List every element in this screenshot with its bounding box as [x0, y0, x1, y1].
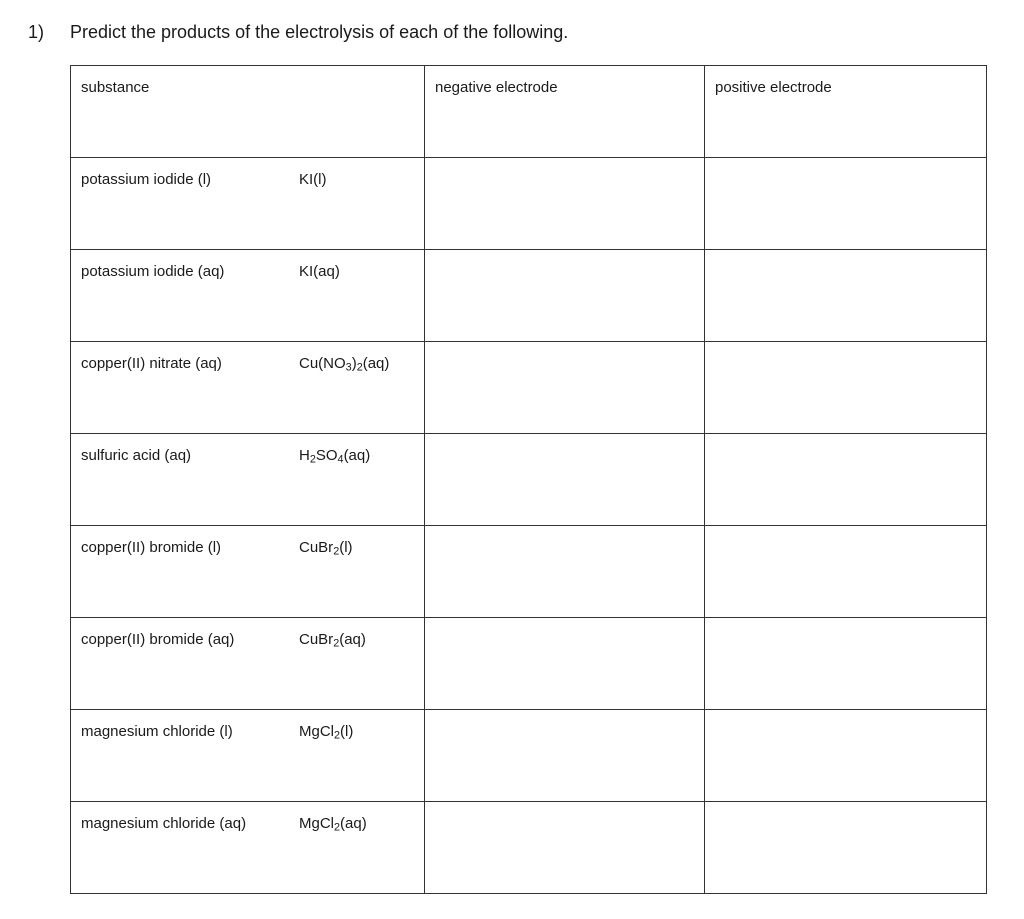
substance-name: copper(II) bromide (aq) [81, 631, 235, 648]
negative-electrode-answer-cell[interactable] [425, 710, 705, 802]
substance-formula: MgCl$_2$(l) [299, 723, 354, 742]
table-body [71, 66, 987, 894]
substance-name: potassium iodide (aq) [81, 263, 225, 280]
question-number: 1) [28, 22, 45, 42]
table-row [71, 802, 987, 894]
table-row [71, 526, 987, 618]
positive-electrode-answer-cell[interactable] [705, 802, 987, 894]
substance-formula: $H_2SO_4(aq)$ [299, 447, 371, 466]
negative-electrode-answer-cell[interactable] [425, 526, 705, 618]
positive-electrode-answer-cell[interactable] [705, 158, 987, 250]
substance-cell [71, 250, 425, 342]
substance-formula: CuBr$_2$(l) [299, 539, 353, 558]
negative-electrode-answer-cell[interactable] [425, 434, 705, 526]
positive-electrode-answer-cell[interactable] [705, 250, 987, 342]
substance-formula: KI(aq) [299, 263, 340, 280]
substance-name: copper(II) bromide (l) [81, 539, 222, 556]
table-row [71, 710, 987, 802]
positive-electrode-answer-cell[interactable] [705, 434, 987, 526]
header-positive-electrode: positive electrode [705, 66, 987, 158]
substance-name: potassium iodide (l) [81, 171, 212, 188]
question-text: Predict the products of the electrolysis of each of the following. [70, 22, 569, 42]
substance-formula: KI(l) [299, 171, 327, 188]
table-row [71, 158, 987, 250]
substance-cell [71, 434, 425, 526]
substance-formula: $Cu(NO_3)_2(aq)$ [299, 355, 390, 374]
electrolysis-table [70, 65, 987, 894]
positive-electrode-answer-cell[interactable] [705, 342, 987, 434]
substance-cell [71, 158, 425, 250]
substance-formula: MgCl$_2$(aq) [299, 815, 367, 834]
substance-formula: CuBr$_2$(aq) [299, 631, 366, 650]
substance-name: copper(II) nitrate (aq) [81, 355, 222, 372]
table-row [71, 618, 987, 710]
substance-cell [71, 710, 425, 802]
header-row [71, 66, 987, 158]
negative-electrode-answer-cell[interactable] [425, 158, 705, 250]
substance-name: magnesium chloride (l) [81, 723, 233, 740]
positive-electrode-answer-cell[interactable] [705, 710, 987, 802]
substance-cell [71, 618, 425, 710]
question [28, 22, 568, 43]
substance-cell [71, 342, 425, 434]
table-row [71, 434, 987, 526]
negative-electrode-answer-cell[interactable] [425, 250, 705, 342]
header-negative-electrode: negative electrode [425, 66, 705, 158]
table-row [71, 342, 987, 434]
substance-name: sulfuric acid (aq) [81, 447, 192, 464]
positive-electrode-answer-cell[interactable] [705, 618, 987, 710]
substance-cell [71, 526, 425, 618]
positive-electrode-answer-cell[interactable] [705, 526, 987, 618]
negative-electrode-answer-cell[interactable] [425, 618, 705, 710]
negative-electrode-answer-cell[interactable] [425, 342, 705, 434]
header-substance: substance [71, 66, 425, 158]
substance-cell [71, 802, 425, 894]
table-row [71, 250, 987, 342]
substance-name: magnesium chloride (aq) [81, 815, 247, 832]
negative-electrode-answer-cell[interactable] [425, 802, 705, 894]
